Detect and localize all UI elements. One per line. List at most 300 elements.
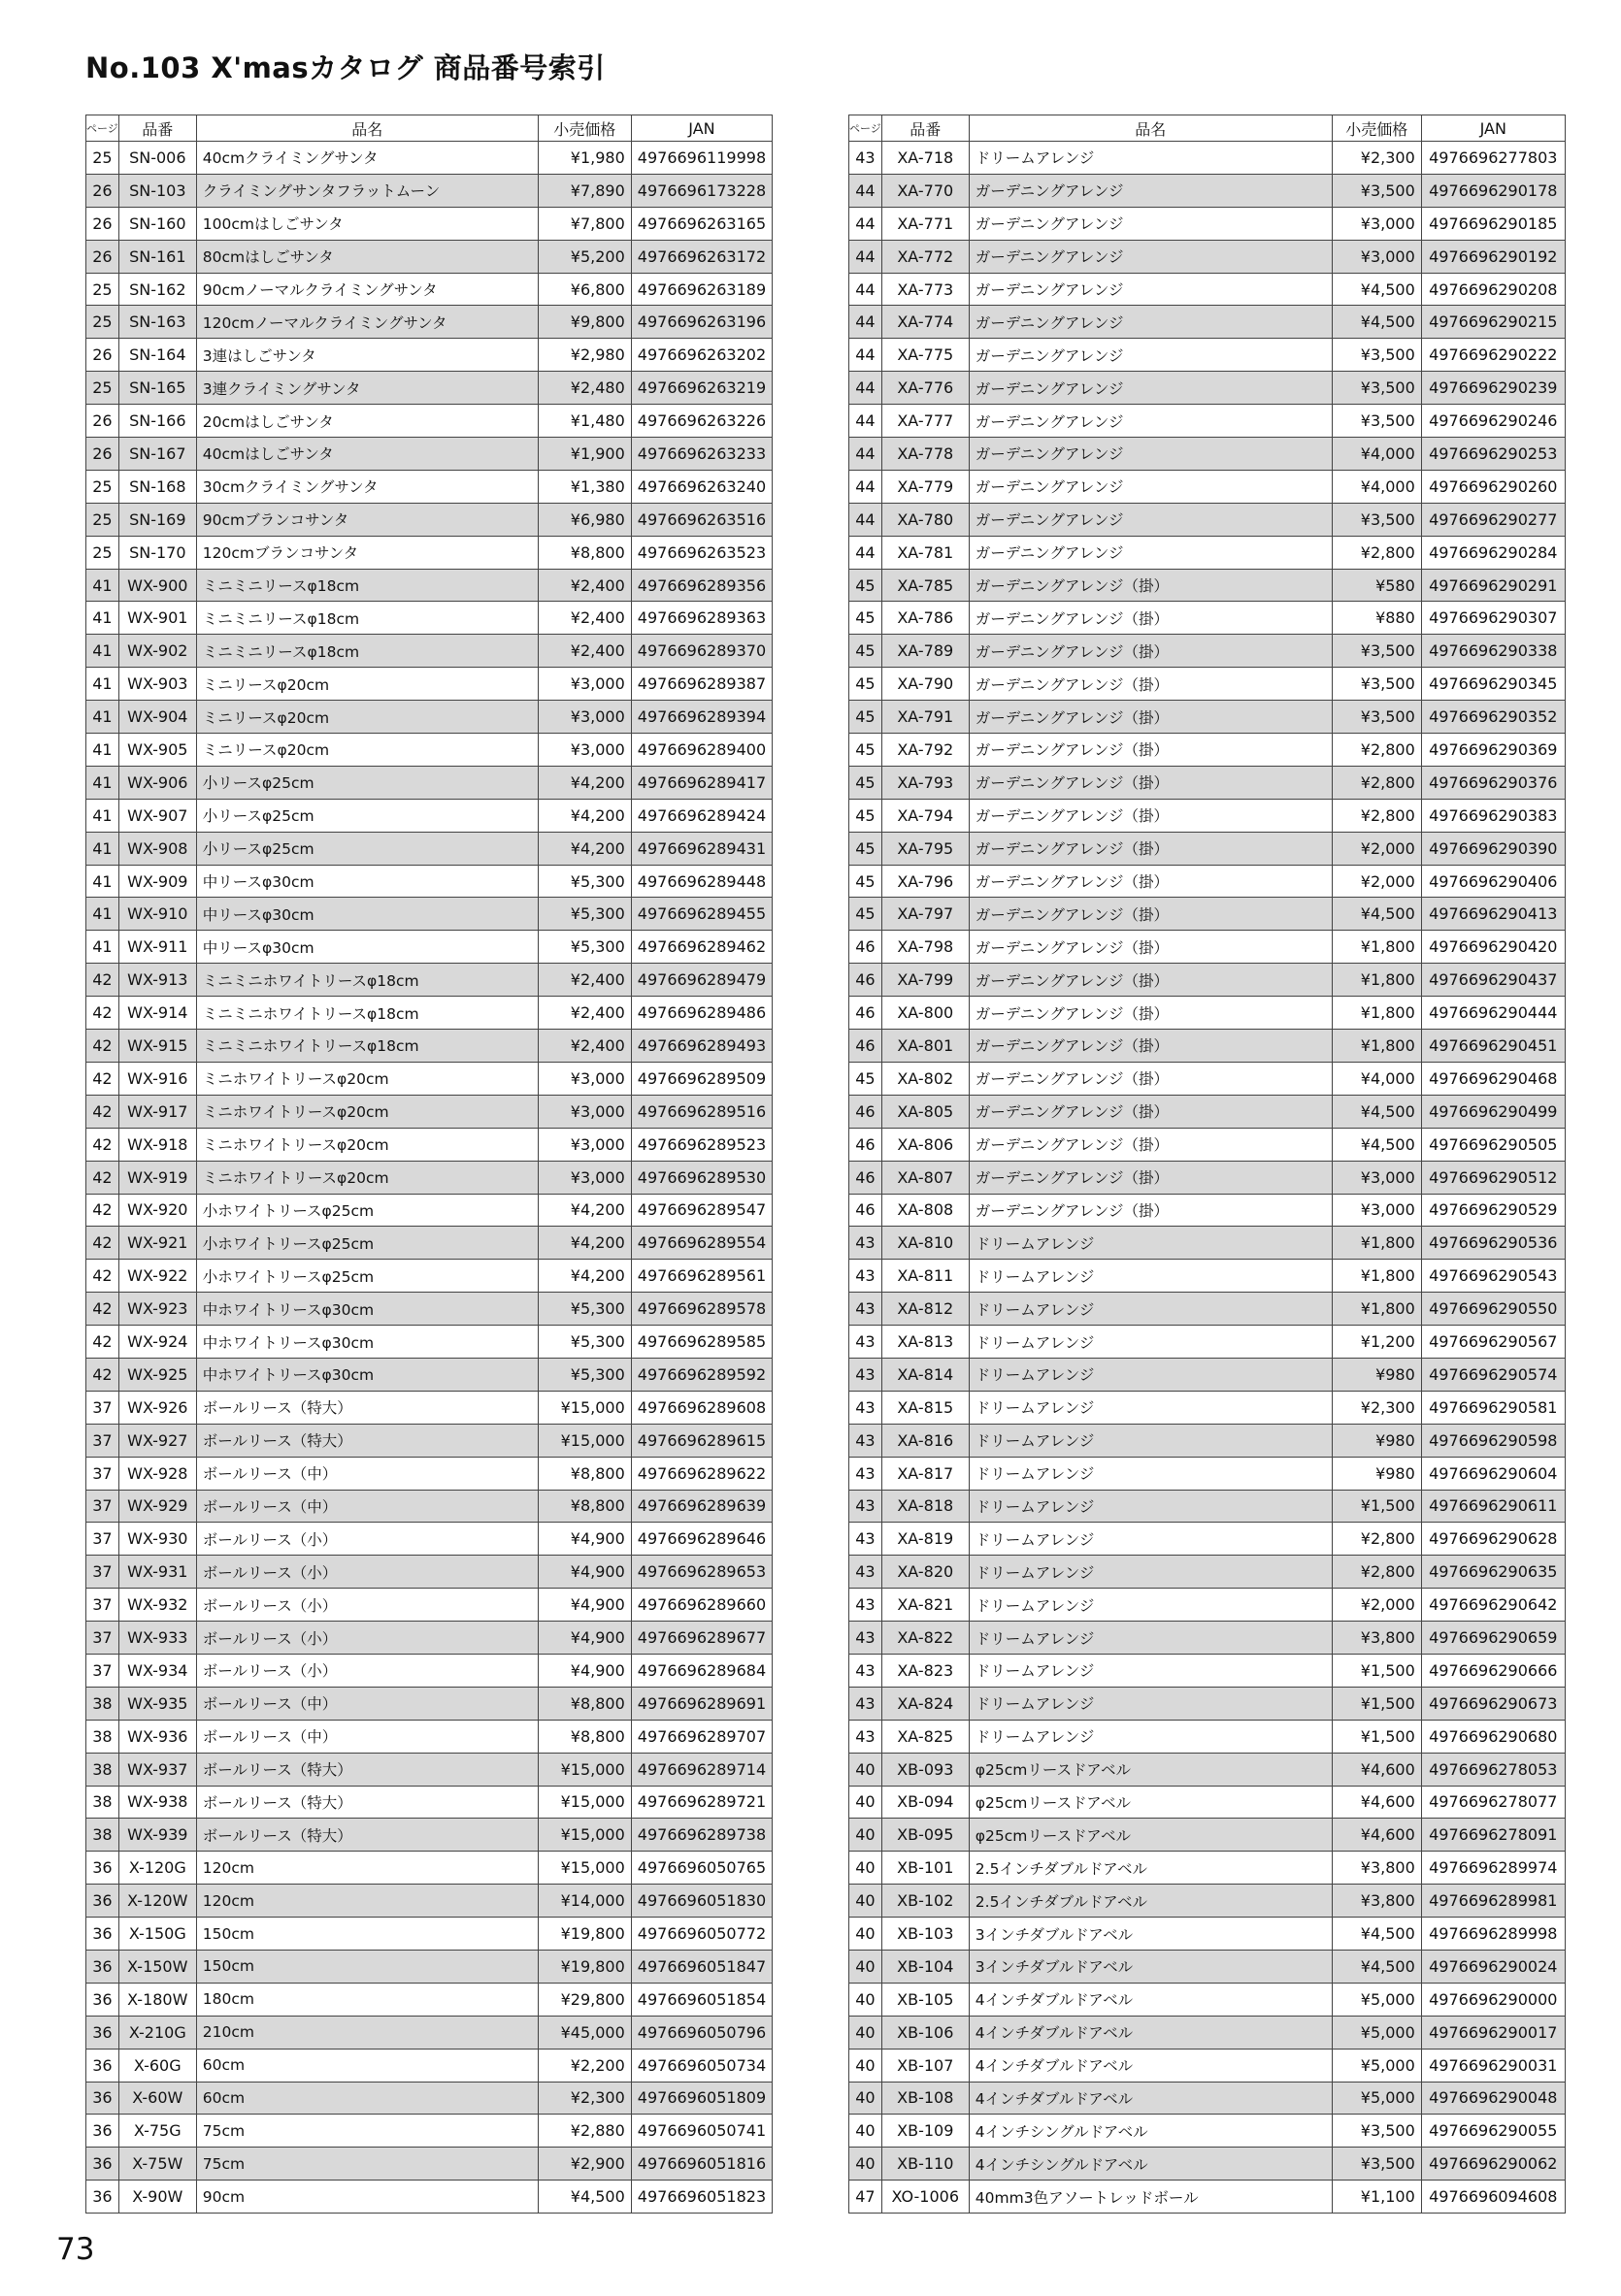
code-cell: SN-170 [118,536,196,569]
name-cell: ボールリース（特大） [196,1424,538,1457]
jan-cell: 4976696290666 [1421,1654,1565,1687]
price-cell: ¥1,800 [1332,1293,1421,1326]
code-cell: X-120W [118,1885,196,1918]
header-name: 品名 [969,115,1332,142]
table-row [849,1852,1566,1885]
code-cell: XA-797 [881,898,969,931]
name-cell: ガーデニングアレンジ（掛） [969,799,1332,832]
page-cell: 45 [849,668,882,701]
table-row [86,1424,773,1457]
page-cell: 45 [849,799,882,832]
page-cell: 40 [849,1885,882,1918]
code-cell: XA-718 [881,142,969,175]
table-row [86,701,773,734]
price-cell: ¥8,800 [538,1687,631,1720]
table-row [86,1030,773,1063]
page-cell: 26 [86,240,119,273]
price-cell: ¥3,500 [1332,2148,1421,2181]
table-row [86,997,773,1030]
price-cell: ¥4,000 [1332,470,1421,503]
page-cell: 43 [849,1490,882,1523]
price-cell: ¥3,000 [538,734,631,767]
price-cell: ¥2,880 [538,2115,631,2148]
code-cell: XA-820 [881,1556,969,1589]
table-row [86,964,773,997]
name-cell: ドリームアレンジ [969,142,1332,175]
header-jan: JAN [631,115,772,142]
page-cell: 44 [849,174,882,207]
page-cell: 43 [849,1622,882,1655]
price-cell: ¥1,980 [538,142,631,175]
table-row [86,668,773,701]
price-cell: ¥4,500 [1332,1128,1421,1161]
jan-cell: 4976696051823 [631,2181,772,2214]
name-cell: ボールリース（特大） [196,1786,538,1819]
page-number: 73 [56,2232,95,2267]
jan-cell: 4976696289738 [631,1819,772,1852]
jan-cell: 4976696290543 [1421,1260,1565,1293]
code-cell: XA-781 [881,536,969,569]
page-cell: 45 [849,734,882,767]
code-cell: WX-904 [118,701,196,734]
page-cell: 46 [849,931,882,964]
code-cell: WX-932 [118,1589,196,1622]
name-cell: ドリームアレンジ [969,1589,1332,1622]
page-cell: 43 [849,1293,882,1326]
name-cell: ドリームアレンジ [969,1457,1332,1490]
page-cell: 36 [86,2115,119,2148]
page-cell: 43 [849,1227,882,1260]
jan-cell: 4976696263196 [631,306,772,339]
price-cell: ¥5,300 [538,1326,631,1359]
code-cell: XA-811 [881,1260,969,1293]
price-cell: ¥2,400 [538,569,631,602]
code-cell: SN-006 [118,142,196,175]
jan-cell: 4976696263523 [631,536,772,569]
code-cell: WX-914 [118,997,196,1030]
page-cell: 42 [86,1128,119,1161]
price-cell: ¥980 [1332,1457,1421,1490]
price-cell: ¥2,300 [538,2082,631,2115]
table-row [849,2082,1566,2115]
name-cell: ガーデニングアレンジ [969,339,1332,372]
price-cell: ¥14,000 [538,1885,631,1918]
table-row [86,470,773,503]
price-cell: ¥580 [1332,569,1421,602]
table-row [849,1885,1566,1918]
code-cell: XA-791 [881,701,969,734]
table-row [86,405,773,438]
code-cell: XA-799 [881,964,969,997]
page-cell: 45 [849,1062,882,1095]
price-cell: ¥4,200 [538,832,631,865]
price-cell: ¥1,500 [1332,1687,1421,1720]
name-cell: ガーデニングアレンジ（掛） [969,1062,1332,1095]
name-cell: 小リースφ25cm [196,832,538,865]
table-row [86,2115,773,2148]
code-cell: XA-771 [881,207,969,240]
table-row [849,2049,1566,2082]
page-cell: 41 [86,701,119,734]
table-row [86,766,773,799]
code-cell: XA-774 [881,306,969,339]
code-cell: XA-779 [881,470,969,503]
table-row [849,503,1566,536]
page-cell: 46 [849,997,882,1030]
table-row [86,536,773,569]
code-cell: SN-169 [118,503,196,536]
jan-cell: 4976696289486 [631,997,772,1030]
name-cell: 150cm [196,1918,538,1951]
table-row [86,174,773,207]
code-cell: XB-106 [881,2016,969,2049]
code-cell: XA-796 [881,865,969,898]
price-cell: ¥6,980 [538,503,631,536]
code-cell: XA-800 [881,997,969,1030]
price-cell: ¥2,900 [538,2148,631,2181]
price-cell: ¥3,000 [538,1161,631,1194]
jan-cell: 4976696289684 [631,1654,772,1687]
page-cell: 43 [849,1424,882,1457]
code-cell: WX-933 [118,1622,196,1655]
name-cell: ガーデニングアレンジ [969,503,1332,536]
code-cell: WX-906 [118,766,196,799]
code-cell: XB-094 [881,1786,969,1819]
code-cell: XA-772 [881,240,969,273]
name-cell: 100cmはしごサンタ [196,207,538,240]
name-cell: ドリームアレンジ [969,1391,1332,1424]
name-cell: 4インチダブルドアベル [969,2016,1332,2049]
page-cell: 40 [849,1786,882,1819]
jan-cell: 4976696289691 [631,1687,772,1720]
page-cell: 41 [86,799,119,832]
price-cell: ¥19,800 [538,1918,631,1951]
table-row [86,438,773,471]
name-cell: 40mm3色アソートレッドボール [969,2181,1332,2214]
price-cell: ¥7,890 [538,174,631,207]
price-cell: ¥4,500 [1332,306,1421,339]
table-row [849,405,1566,438]
jan-cell: 4976696290338 [1421,635,1565,668]
table-row [849,240,1566,273]
code-cell: XA-802 [881,1062,969,1095]
jan-cell: 4976696289974 [1421,1852,1565,1885]
name-cell: φ25cmリースドアベル [969,1753,1332,1786]
page-cell: 42 [86,1227,119,1260]
page-cell: 43 [849,1358,882,1391]
page-cell: 42 [86,1161,119,1194]
name-cell: ドリームアレンジ [969,1293,1332,1326]
jan-cell: 4976696290192 [1421,240,1565,273]
table-row [849,1687,1566,1720]
table-row [86,273,773,306]
code-cell: XA-819 [881,1523,969,1556]
page-cell: 40 [849,2115,882,2148]
code-cell: XA-808 [881,1194,969,1227]
page-cell: 41 [86,898,119,931]
jan-cell: 4976696290246 [1421,405,1565,438]
table-row [849,1424,1566,1457]
page-cell: 42 [86,964,119,997]
jan-cell: 4976696289721 [631,1786,772,1819]
jan-cell: 4976696290215 [1421,306,1565,339]
page-cell: 42 [86,997,119,1030]
table-row [849,997,1566,1030]
jan-cell: 4976696289387 [631,668,772,701]
jan-cell: 4976696290277 [1421,503,1565,536]
page-cell: 37 [86,1622,119,1655]
jan-cell: 4976696289356 [631,569,772,602]
price-cell: ¥2,980 [538,339,631,372]
table-row [86,1523,773,1556]
table-row [86,2082,773,2115]
price-cell: ¥5,000 [1332,2016,1421,2049]
page-cell: 36 [86,2049,119,2082]
table-row [849,602,1566,635]
code-cell: WX-916 [118,1062,196,1095]
name-cell: ドリームアレンジ [969,1358,1332,1391]
jan-cell: 4976696289516 [631,1095,772,1128]
table-row [849,1358,1566,1391]
page-cell: 45 [849,898,882,931]
price-cell: ¥1,800 [1332,1260,1421,1293]
name-cell: ミニホワイトリースφ20cm [196,1161,538,1194]
header-name: 品名 [196,115,538,142]
price-cell: ¥4,900 [538,1654,631,1687]
price-cell: ¥3,500 [1332,405,1421,438]
price-cell: ¥3,000 [1332,240,1421,273]
jan-cell: 4976696290406 [1421,865,1565,898]
page-cell: 42 [86,1062,119,1095]
price-cell: ¥2,400 [538,635,631,668]
table-row [849,2016,1566,2049]
name-cell: 4インチダブルドアベル [969,1983,1332,2016]
name-cell: ガーデニングアレンジ（掛） [969,569,1332,602]
jan-cell: 4976696289462 [631,931,772,964]
price-cell: ¥15,000 [538,1786,631,1819]
page-cell: 40 [849,2082,882,2115]
name-cell: 75cm [196,2115,538,2148]
price-cell: ¥15,000 [538,1424,631,1457]
name-cell: ボールリース（小） [196,1654,538,1687]
page-cell: 37 [86,1424,119,1457]
table-row [86,1457,773,1490]
page-cell: 25 [86,372,119,405]
page-cell: 46 [849,1128,882,1161]
table-row [849,1128,1566,1161]
page-cell: 44 [849,240,882,273]
page-cell: 36 [86,2082,119,2115]
table-row [849,898,1566,931]
table-header-row [849,115,1566,142]
name-cell: 小ホワイトリースφ25cm [196,1260,538,1293]
page-cell: 45 [849,766,882,799]
price-cell: ¥1,800 [1332,1227,1421,1260]
code-cell: WX-937 [118,1753,196,1786]
table-row [86,1786,773,1819]
name-cell: 150cm [196,1950,538,1983]
page-cell: 46 [849,1161,882,1194]
table-row [849,964,1566,997]
table-row [849,1227,1566,1260]
table-row [849,1753,1566,1786]
jan-cell: 4976696050741 [631,2115,772,2148]
jan-cell: 4976696289370 [631,635,772,668]
name-cell: ボールリース（中） [196,1720,538,1753]
jan-cell: 4976696094608 [1421,2181,1565,2214]
price-cell: ¥1,380 [538,470,631,503]
code-cell: XA-810 [881,1227,969,1260]
name-cell: ミニミニリースφ18cm [196,602,538,635]
price-cell: ¥1,800 [1332,931,1421,964]
jan-cell: 4976696290468 [1421,1062,1565,1095]
code-cell: XA-775 [881,339,969,372]
jan-cell: 4976696289660 [631,1589,772,1622]
name-cell: ドリームアレンジ [969,1556,1332,1589]
name-cell: ドリームアレンジ [969,1622,1332,1655]
jan-cell: 4976696290628 [1421,1523,1565,1556]
jan-cell: 4976696289554 [631,1227,772,1260]
code-cell: WX-929 [118,1490,196,1523]
code-cell: XA-807 [881,1161,969,1194]
price-cell: ¥4,000 [1332,438,1421,471]
table-row [849,1654,1566,1687]
price-cell: ¥4,600 [1332,1786,1421,1819]
code-cell: XA-770 [881,174,969,207]
price-cell: ¥3,000 [1332,207,1421,240]
page-cell: 42 [86,1293,119,1326]
page-cell: 41 [86,668,119,701]
jan-cell: 4976696051809 [631,2082,772,2115]
price-cell: ¥3,800 [1332,1885,1421,1918]
page-cell: 44 [849,273,882,306]
page-cell: 26 [86,438,119,471]
price-cell: ¥4,200 [538,1260,631,1293]
page-cell: 43 [849,1720,882,1753]
name-cell: ガーデニングアレンジ [969,273,1332,306]
jan-cell: 4976696289615 [631,1424,772,1457]
page-cell: 26 [86,405,119,438]
code-cell: XA-823 [881,1654,969,1687]
code-cell: WX-910 [118,898,196,931]
name-cell: ミニリースφ20cm [196,734,538,767]
price-cell: ¥2,800 [1332,1523,1421,1556]
price-cell: ¥15,000 [538,1852,631,1885]
jan-cell: 4976696290420 [1421,931,1565,964]
table-row [86,2181,773,2214]
page-cell: 44 [849,207,882,240]
page-cell: 44 [849,405,882,438]
table-row [849,1523,1566,1556]
header-price: 小売価格 [1332,115,1421,142]
table-row [86,1490,773,1523]
name-cell: ボールリース（特大） [196,1819,538,1852]
table-row [86,1852,773,1885]
table-row [849,1622,1566,1655]
code-cell: WX-923 [118,1293,196,1326]
table-row [849,1786,1566,1819]
jan-cell: 4976696290567 [1421,1326,1565,1359]
jan-cell: 4976696290598 [1421,1424,1565,1457]
name-cell: 中リースφ30cm [196,865,538,898]
name-cell: 4インチダブルドアベル [969,2049,1332,2082]
table-row [86,1128,773,1161]
code-cell: XA-814 [881,1358,969,1391]
jan-cell: 4976696050772 [631,1918,772,1951]
jan-cell: 4976696263226 [631,405,772,438]
price-cell: ¥5,000 [1332,2082,1421,2115]
price-cell: ¥7,800 [538,207,631,240]
code-cell: SN-163 [118,306,196,339]
table-row [86,1720,773,1753]
jan-cell: 4976696289981 [1421,1885,1565,1918]
table-row [849,569,1566,602]
code-cell: XB-093 [881,1753,969,1786]
price-cell: ¥3,800 [1332,1852,1421,1885]
table-row [849,1918,1566,1951]
price-cell: ¥4,600 [1332,1753,1421,1786]
jan-cell: 4976696290284 [1421,536,1565,569]
name-cell: 中ホワイトリースφ30cm [196,1293,538,1326]
price-cell: ¥2,400 [538,602,631,635]
table-row [86,1654,773,1687]
price-cell: ¥2,400 [538,997,631,1030]
table-row [849,470,1566,503]
page-cell: 43 [849,1457,882,1490]
name-cell: ボールリース（小） [196,1589,538,1622]
header-code: 品番 [881,115,969,142]
name-cell: ドリームアレンジ [969,1424,1332,1457]
code-cell: SN-168 [118,470,196,503]
jan-cell: 4976696263233 [631,438,772,471]
price-cell: ¥2,480 [538,372,631,405]
price-cell: ¥1,200 [1332,1326,1421,1359]
table-row [86,306,773,339]
price-cell: ¥4,900 [538,1523,631,1556]
page-cell: 43 [849,1391,882,1424]
price-cell: ¥1,500 [1332,1720,1421,1753]
jan-cell: 4976696290345 [1421,668,1565,701]
code-cell: XB-102 [881,1885,969,1918]
price-cell: ¥6,800 [538,273,631,306]
name-cell: ガーデニングアレンジ [969,470,1332,503]
code-cell: WX-939 [118,1819,196,1852]
price-cell: ¥45,000 [538,2016,631,2049]
code-cell: XA-806 [881,1128,969,1161]
price-cell: ¥3,000 [538,1128,631,1161]
code-cell: WX-934 [118,1654,196,1687]
name-cell: ドリームアレンジ [969,1523,1332,1556]
code-cell: WX-901 [118,602,196,635]
price-cell: ¥1,500 [1332,1654,1421,1687]
jan-cell: 4976696290352 [1421,701,1565,734]
price-cell: ¥2,000 [1332,865,1421,898]
code-cell: XA-824 [881,1687,969,1720]
page-cell: 42 [86,1260,119,1293]
code-cell: WX-918 [118,1128,196,1161]
price-cell: ¥5,300 [538,898,631,931]
page-cell: 42 [86,1030,119,1063]
code-cell: X-60G [118,2049,196,2082]
price-cell: ¥2,300 [1332,142,1421,175]
jan-cell: 4976696289509 [631,1062,772,1095]
table-row [849,865,1566,898]
jan-cell: 4976696290673 [1421,1687,1565,1720]
page-cell: 45 [849,701,882,734]
table-row [86,1358,773,1391]
name-cell: ミニミニホワイトリースφ18cm [196,1030,538,1063]
table-row [849,1819,1566,1852]
